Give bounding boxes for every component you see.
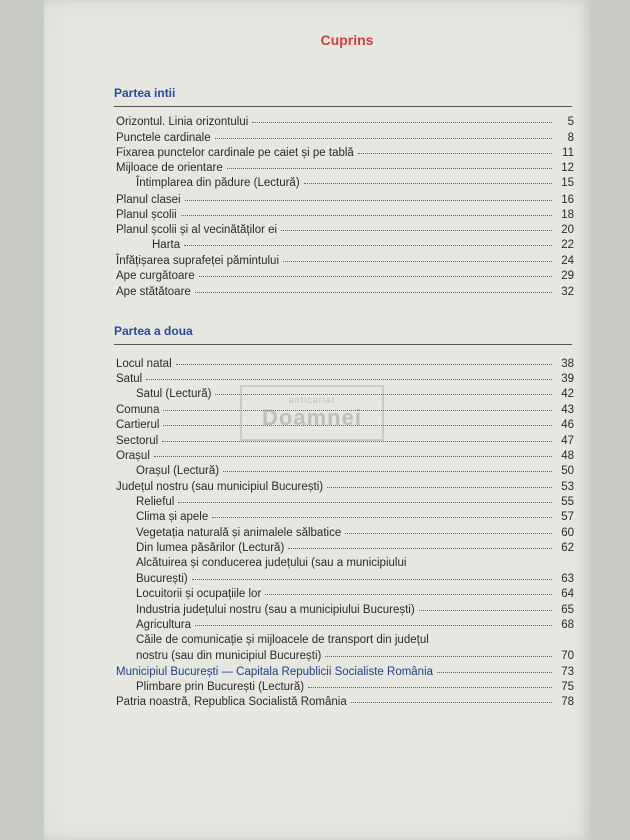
part1-title: Partea intii <box>114 86 176 100</box>
toc-entry: nostru (sau din municipiul București) 70 <box>136 649 574 665</box>
toc-entry: Comuna 43 <box>116 403 574 419</box>
toc-entry: Municipiul București — Capitala Republicii Socialiste România 73 <box>116 665 574 681</box>
toc-entry: Clima și apele 57 <box>136 510 574 526</box>
toc-entry: Orizontul. Linia orizontului 5 <box>116 115 574 131</box>
toc-entry-line1: Alcătuirea și conducerea județului (sau a municipiului <box>136 557 407 569</box>
toc-entry: București) 63 <box>136 572 574 588</box>
toc-entry: Locul natal 38 <box>116 357 574 373</box>
toc-entry: Sectorul 47 <box>116 434 574 450</box>
page-title: Cuprins <box>320 32 374 48</box>
toc-entry: Patria noastră, Republica Socialistă România 78 <box>116 695 574 711</box>
toc-entry: Ape curgătoare 29 <box>116 269 574 285</box>
toc-entry: Mijloace de orientare 12 <box>116 161 574 177</box>
toc-entry: Întimplarea din pădure (Lectură) 15 <box>136 176 574 192</box>
toc-entry: Fixarea punctelor cardinale pe caiet și pe tablă 11 <box>116 146 574 162</box>
toc-entry: Satul 39 <box>116 372 574 388</box>
toc-entry: Orașul (Lectură) 50 <box>136 464 574 480</box>
toc-entry: Vegetația naturală și animalele sălbatice 60 <box>136 526 574 542</box>
toc-entry: Industria județului nostru (sau a municipiului București) 65 <box>136 603 574 619</box>
toc-entry: Înfățișarea suprafeței pămintului 24 <box>116 254 574 270</box>
toc-entry: Cartierul 46 <box>116 418 574 434</box>
toc-entry: Plimbare prin București (Lectură) 75 <box>136 680 574 696</box>
part2-rule <box>114 344 572 345</box>
part1-rule <box>114 106 572 107</box>
book-page <box>44 0 590 840</box>
toc-entry: Ape stătătoare 32 <box>116 285 574 301</box>
toc-entry: Planul clasei 16 <box>116 193 574 209</box>
watermark-logo: anticariat Doamnei <box>240 385 384 441</box>
toc-entry: Orașul 48 <box>116 449 574 465</box>
toc-entry: Planul școlii și al vecinătăților ei 20 <box>116 223 574 239</box>
toc-entry: Agricultura 68 <box>136 618 574 634</box>
part2-title: Partea a doua <box>114 324 193 338</box>
toc-entry: Județul nostru (sau municipiul București) 53 <box>116 480 574 496</box>
toc-entry: Harta 22 <box>152 238 574 254</box>
toc-entry: Satul (Lectură) 42 <box>136 387 574 403</box>
toc-entry: Punctele cardinale 8 <box>116 131 574 147</box>
toc-entry: Locuitorii și ocupațiile lor 64 <box>136 587 574 603</box>
toc-entry: Planul școlii 18 <box>116 208 574 224</box>
toc-entry-line1: Căile de comunicație și mijloacele de transport din județul <box>136 634 429 646</box>
toc-entry: Relieful 55 <box>136 495 574 511</box>
toc-entry: Din lumea păsărilor (Lectură) 62 <box>136 541 574 557</box>
